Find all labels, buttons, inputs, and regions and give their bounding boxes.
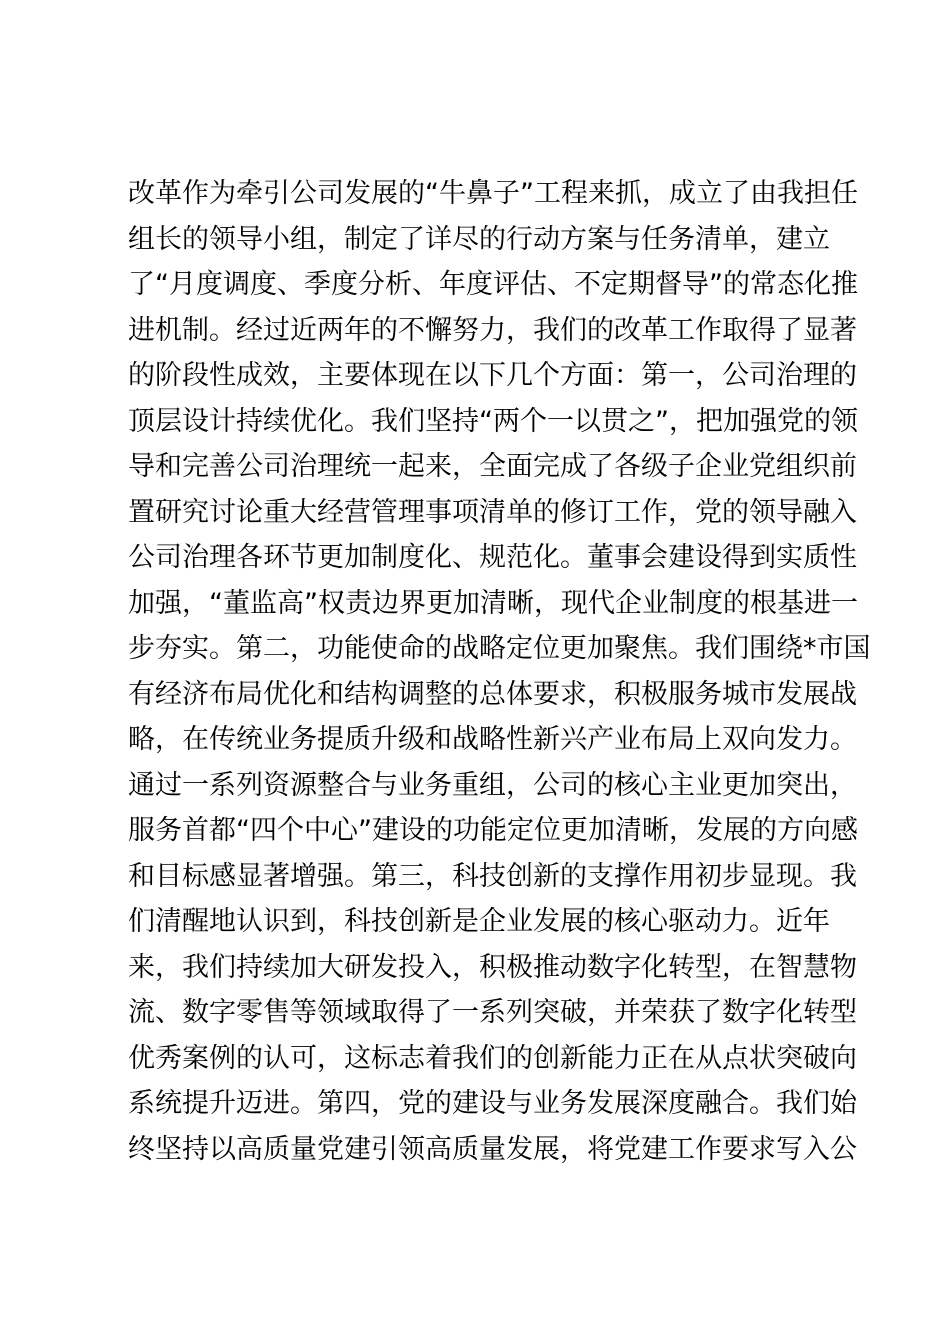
text-line: 终坚持以高质量党建引领高质量发展，将党建工作要求写入公 xyxy=(128,1133,857,1165)
text-line: 顶层设计持续优化。我们坚持“两个一以贯之”，把加强党的领 xyxy=(128,405,858,437)
text-line: 置研究讨论重大经营管理事项清单的修订工作，党的领导融入 xyxy=(128,496,857,528)
text-line: 改革作为牵引公司发展的“牛鼻子”工程来抓，成立了由我担任 xyxy=(128,178,858,209)
text-line: 进机制。经过近两年的不懈努力，我们的改革工作取得了显著 xyxy=(128,314,857,346)
text-line: 略，在传统业务提质升级和战略性新兴产业布局上双向发力。 xyxy=(128,724,857,755)
text-line: 组长的领导小组，制定了详尽的行动方案与任务清单，建立 xyxy=(128,223,830,255)
text-line: 公司治理各环节更加制度化、规范化。董事会建设得到实质性 xyxy=(128,542,857,573)
text-line: 系统提升迈进。第四，党的建设与业务发展深度融合。我们始 xyxy=(128,1088,857,1119)
text-line: 的阶段性成效，主要体现在以下几个方面：第一，公司治理的 xyxy=(128,360,857,391)
text-line: 来，我们持续加大研发投入，积极推动数字化转型，在智慧物 xyxy=(128,951,857,983)
text-line: 有经济布局优化和结构调整的总体要求，积极服务城市发展战 xyxy=(128,678,857,710)
body-text xyxy=(128,171,871,1172)
text-line: 导和完善公司治理统一起来，全面完成了各级子企业党组织前 xyxy=(128,451,857,482)
text-line: 和目标感显著增强。第三，科技创新的支撑作用初步显现。我 xyxy=(128,860,857,892)
text-line: 了“月度调度、季度分析、年度评估、不定期督导”的常态化推 xyxy=(128,269,858,300)
text-line: 步夯实。第二，功能使命的战略定位更加聚焦。我们围绕*市国 xyxy=(128,633,871,664)
text-line: 优秀案例的认可，这标志着我们的创新能力正在从点状突破向 xyxy=(128,1042,857,1074)
text-line: 们清醒地认识到，科技创新是企业发展的核心驱动力。近年 xyxy=(128,906,830,937)
text-line: 通过一系列资源整合与业务重组，公司的核心主业更加突出， xyxy=(128,769,857,801)
text-line: 流、数字零售等领域取得了一系列突破，并荣获了数字化转型 xyxy=(128,997,857,1028)
text-line: 服务首都“四个中心”建设的功能定位更加清晰，发展的方向感 xyxy=(128,815,858,846)
text-line: 加强，“董监高”权责边界更加清晰，现代企业制度的根基进一 xyxy=(128,587,858,619)
